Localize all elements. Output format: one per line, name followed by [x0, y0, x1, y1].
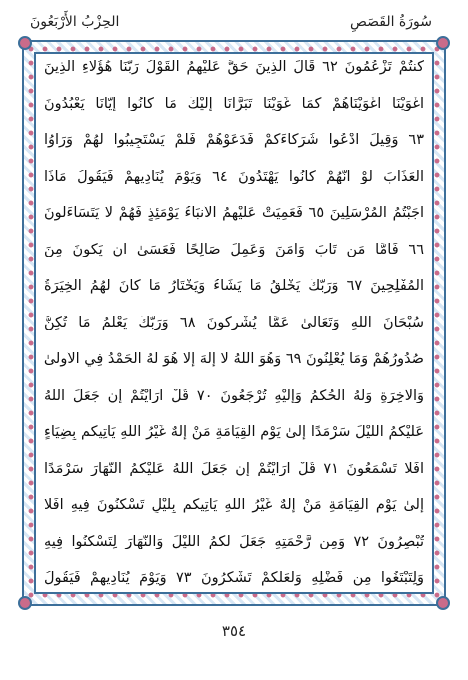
- corner-ornament: [18, 36, 32, 50]
- corner-ornament: [436, 596, 450, 610]
- verse-line: عَلَيْكُمُ اللَّيْلَ سَرْمَدًا إِلَىٰ يَوْمِ الْقِيَامَةِ مَنْ إِلَٰهٌ غَيْرُ اللَّهِ يَأْتِيكُم بِضِيَاءٍ: [44, 425, 424, 440]
- corner-ornament: [436, 36, 450, 50]
- corner-ornament: [18, 596, 32, 610]
- verse-line: سُبْحَانَ اللَّهِ وَتَعَالَىٰ عَمَّا يُشْرِكُونَ ٦٨ وَرَبُّكَ يَعْلَمُ مَا تُكِنُّ: [44, 315, 424, 331]
- verse-lines: [44, 60, 424, 586]
- verse-line: وَلِتَبْتَغُوا مِن فَضْلِهِ وَلَعَلَّكُمْ تَشْكُرُونَ ٧٣ وَيَوْمَ يُنَادِيهِمْ فَيَقُولُ: [44, 571, 424, 586]
- text-panel: [34, 52, 434, 594]
- verse-line: تُبْصِرُونَ ٧٢ وَمِن رَّحْمَتِهِ جَعَلَ لَكُمُ اللَّيْلَ وَالنَّهَارَ لِتَسْكُنُوا فِيهِ: [44, 534, 424, 550]
- surah-name: سُورَةُ القَصَصِ: [349, 14, 432, 30]
- page-number: ٣٥٤: [221, 622, 247, 640]
- verse-line: أَفَلَا تَسْمَعُونَ ٧١ قُلْ أَرَأَيْتُمْ إِن جَعَلَ اللَّهُ عَلَيْكُمُ النَّهَارَ سَرْمَدًا: [44, 461, 424, 477]
- verse-line: وَالْآخِرَةِ وَلَهُ الْحُكْمُ وَإِلَيْهِ تُرْجَعُونَ ٧٠ قُلْ أَرَأَيْتُمْ إِن جَعَلَ اللَّهُ: [44, 388, 424, 404]
- verse-line: الْعَذَابَ لَوْ أَنَّهُمْ كَانُوا يَهْتَدُونَ ٦٤ وَيَوْمَ يُنَادِيهِمْ فَيَقُولُ مَاذَا: [44, 169, 424, 185]
- hizb-label: الحِزْبُ الأَرْبَعُونَ: [30, 14, 120, 30]
- verse-line: ٦٣ وَقِيلَ ادْعُوا شُرَكَاءَكُمْ فَدَعَوْهُمْ فَلَمْ يَسْتَجِيبُوا لَهُمْ وَرَأَوُا: [44, 133, 424, 148]
- verse-line: الْمُفْلِحِينَ ٦٧ وَرَبُّكَ يَخْلُقُ مَا يَشَاءُ وَيَخْتَارُ مَا كَانَ لَهُمُ الْخِيَرَةُ: [44, 279, 424, 294]
- ornamental-frame: [22, 40, 446, 606]
- verse-line: أَغْوَيْنَا أَغْوَيْنَاهُمْ كَمَا غَوَيْنَا تَبَرَّأْنَا إِلَيْكَ مَا كَانُوا إِيَّانَا يَعْبُدُونَ: [44, 96, 424, 112]
- verse-line: أَجَبْتُمُ الْمُرْسَلِينَ ٦٥ فَعَمِيَتْ عَلَيْهِمُ الْأَنبَاءُ يَوْمَئِذٍ فَهُمْ لَا يَتَسَاءَلُونَ: [44, 206, 424, 221]
- verse-line: صُدُورُهُمْ وَمَا يُعْلِنُونَ ٦٩ وَهُوَ اللَّهُ لَا إِلَٰهَ إِلَّا هُوَ لَهُ الْحَمْدُ فِي الْأُولَىٰ: [44, 352, 424, 367]
- verse-line: كُنتُمْ تَزْعُمُونَ ٦٢ قَالَ الَّذِينَ حَقَّ عَلَيْهِمُ الْقَوْلُ رَبَّنَا هَٰؤُلَاءِ الَّذِينَ: [44, 60, 424, 75]
- verse-line: ٦٦ فَأَمَّا مَن تَابَ وَآمَنَ وَعَمِلَ صَالِحًا فَعَسَىٰ أَن يَكُونَ مِنَ: [44, 242, 424, 258]
- verse-line: إِلَىٰ يَوْمِ الْقِيَامَةِ مَنْ إِلَٰهٌ غَيْرُ اللَّهِ يَأْتِيكُم بِلَيْلٍ تَسْكُنُونَ فِيهِ أَفَلَا: [44, 498, 424, 513]
